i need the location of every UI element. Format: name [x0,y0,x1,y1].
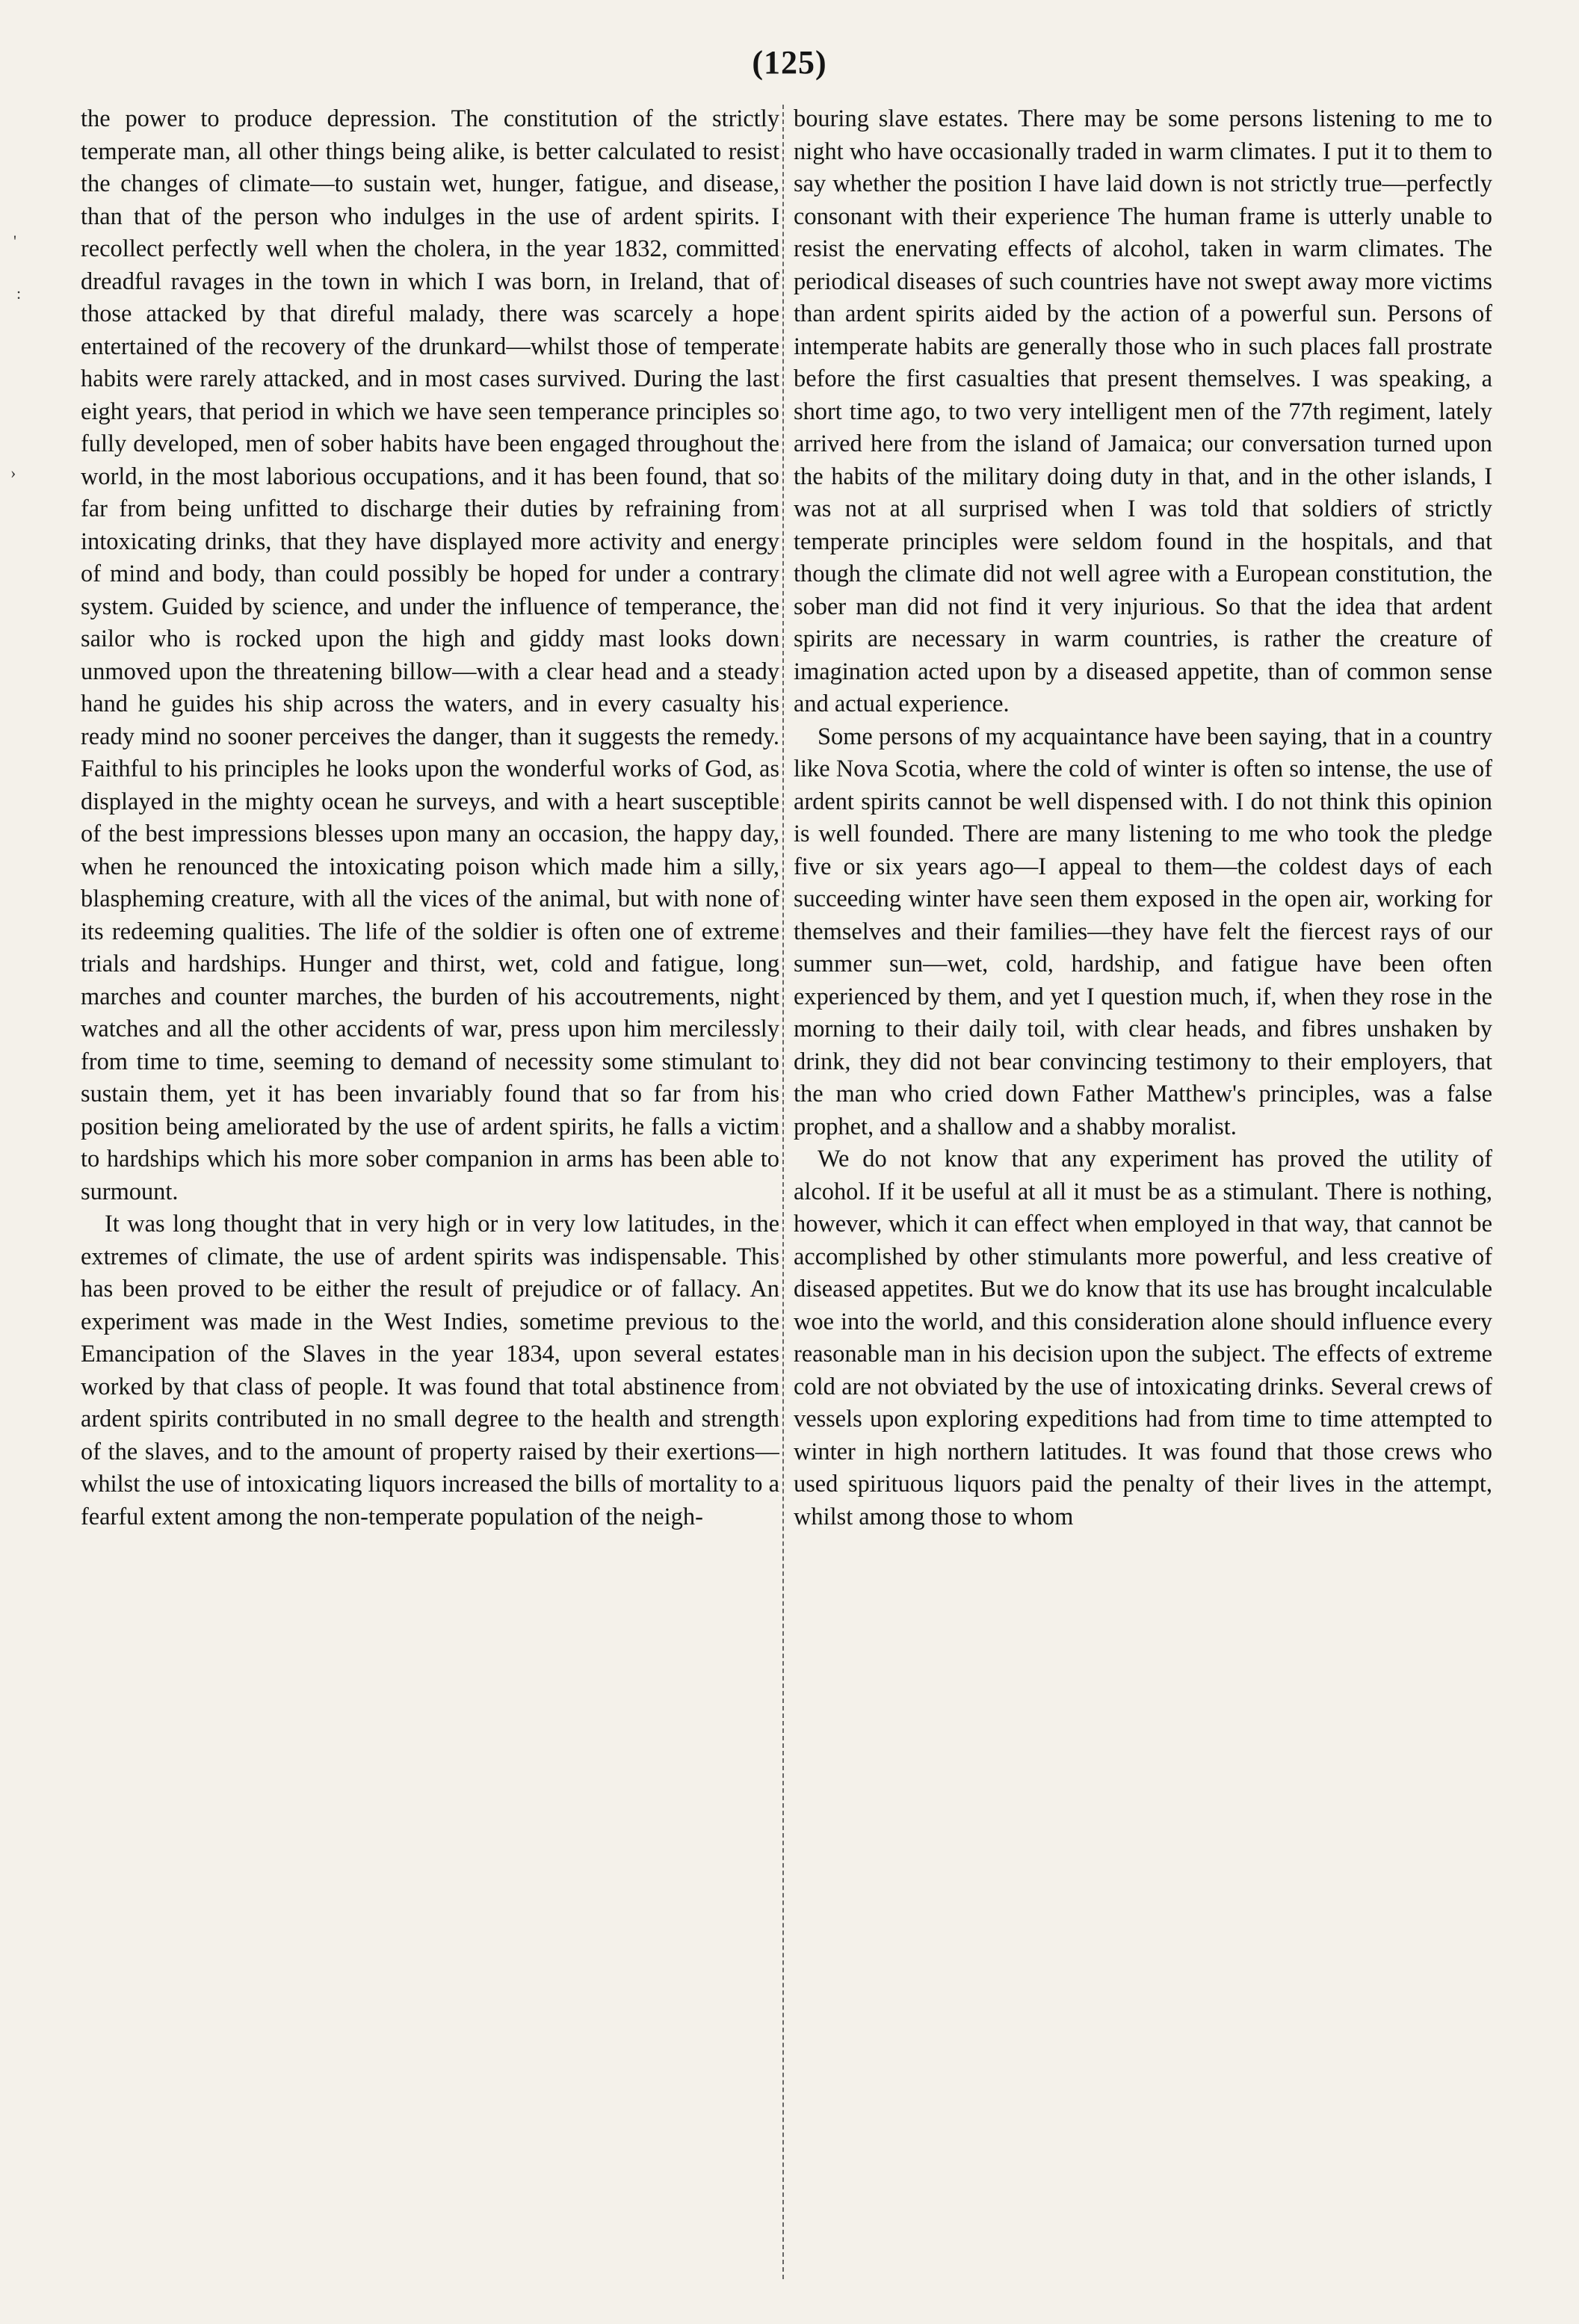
margin-mark: : [16,284,22,303]
paragraph: It was long thought that in very high or in very low latitudes, in the extremes of climate, the use of ardent spirits was indispensable. This has been proved to be either the result of prejudice or of fallacy. An experiment was made in the West Indies, sometime previous to the Emancipation of the Slaves in the year 1834, upon several estates worked by that class of people. It was found that total abstinence from ardent spirits contributed in no small degree to the health and strength of the slaves, and to the amount of property raised by their exertions—whilst the use of intoxicating liquors increased the bills of mortality to a fearful extent among the non-temperate population of the neigh- [81,1211,779,1530]
left-column [81,103,779,2285]
margin-mark: › [10,463,16,482]
right-column [794,103,1492,2285]
paragraph: bouring slave estates. There may be some persons listening to me to night who have occasionally traded in warm climates. I put it to them to say whether the position I have laid down is not strictly true—perfectly consonant with their experience The human frame is utterly unable to resist the enervating effects of alcohol, taken in warm climates. The periodical diseases of such countries have not swept away more victims than ardent spirits aided by the action of a powerful sun. Persons of intemperate habits are generally those who in such places fall prostrate before the first casualties that present themselves. I was speaking, a short time ago, to two very intelligent men of the 77th regiment, lately arrived here from the island of Jamaica; our conversation turned upon the habits of the military doing duty in that, and in the other islands, I was not at all surprised when I was told that soldiers of strictly temperate principles were seldom found in the hospitals, and that though the climate did not well agree with a European constitution, the sober man did not find it very injurious. So that the idea that ardent spirits are necessary in warm countries, is rather the creature of imagination acted upon by a diseased appetite, than of common sense and actual experience. [794,105,1492,717]
margin-mark: ' [13,232,16,250]
paragraph: We do not know that any experiment has proved the utility of alcohol. If it be useful at all it must be as a stimulant. There is nothing, however, which it can effect when employed in that way, that cannot be accomplished by other stimulants more powerful, and less creative of diseased appetites. But we do know that its use has brought incalculable woe into the world, and this consideration alone should influence every reasonable man in his decision upon the subject. The effects of extreme cold are not obviated by the use of intoxicating drinks. Several crews of vessels upon exploring expeditions had from time to time attempted to winter in high northern latitudes. It was found that those crews who used spirituous liquors paid the penalty of their lives in the attempt, whilst among those to whom [794,1146,1492,1530]
paragraph: Some persons of my acquaintance have been saying, that in a country like Nova Scotia, where the cold of winter is often so intense, the use of ardent spirits cannot be well dispensed with. I do not think this opinion is well founded. There are many listening to me who took the pledge five or six years ago—I appeal to them—the coldest days of each succeeding winter have seen them exposed in the open air, working for themselves and their families—they have felt the fiercest rays of our summer sun—wet, cold, hardship, and fatigue have been often experienced by them, and yet I question much, if, when they rose in the morning to their daily toil, with clear heads, and fibres unshaken by drink, they did not bear convincing testimony to their employers, that the man who cried down Father Matthew's principles, was a false prophet, and a shallow and a shabby moralist. [794,723,1492,1140]
paragraph: the power to produce depression. The constitution of the strictly temperate man, all other things being alike, is better calculated to resist the changes of climate—to sustain wet, hunger, fatigue, and disease, than that of the person who indulges in the use of ardent spirits. I recollect perfectly well when the cholera, in the year 1832, committed dreadful ravages in the town in which I was born, in Ireland, that of those attacked by that direful malady, there was scarcely a hope entertained of the recovery of the drunkard—whilst those of temperate habits were rarely attacked, and in most cases survived. During the last eight years, that period in which we have seen temperance principles so fully developed, men of sober habits have been engaged throughout the world, in the most laborious occupations, and it has been found, that so far from being unfitted to discharge their duties by refraining from intoxicating drinks, that they have displayed more activity and energy of mind and body, than could possibly be hoped for under a contrary system. Guided by science, and under the influence of temperance, the sailor who is rocked upon the high and giddy mast looks down unmoved upon the threatening billow—with a clear head and a steady hand he guides his ship across the waters, and in every casualty his ready mind no sooner perceives the danger, than it suggests the remedy. Faithful to his principles he looks upon the wonderful works of God, as displayed in the mighty ocean he surveys, and with a heart susceptible of the best impressions blesses upon many an occasion, the happy day, when he renounced the intoxicating poison which made him a silly, blaspheming creature, with all the vices of the animal, but with none of its redeeming qualities. The life of the soldier is often one of extreme trials and hardships. Hunger and thirst, wet, cold and fatigue, long marches and counter marches, the burden of his accoutrements, night watches and all the other accidents of war, press upon him mercilessly from time to time, seeming to demand of necessity some stimulant to sustain them, yet it has been invariably found that so far from his position being ameliorated by the use of ardent spirits, he falls a victim to hardships which his more sober companion in arms has been able to surmount. [81,105,779,1205]
page-number: (125) [752,44,827,81]
column-divider [782,105,784,2279]
